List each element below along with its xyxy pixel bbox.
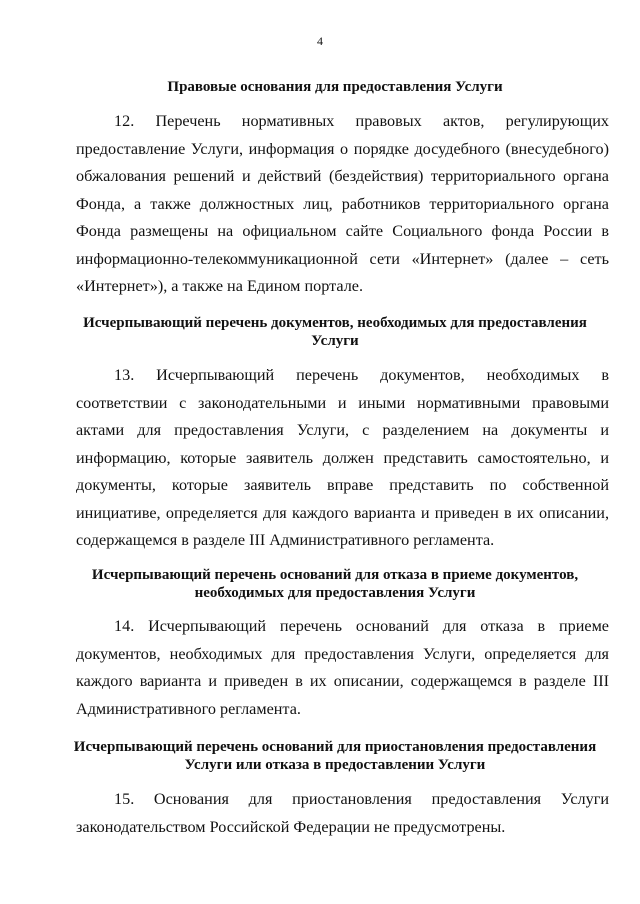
section-heading-legal-basis: Правовые основания для предоставления Услуги (167, 79, 503, 95)
paragraph-13: 13. Исчерпывающий перечень документов, необходимых в соответствии с законодательными и иными нормативными правовыми актами для предоставления Услуги, с разделением на документы и информацию, которые заявитель должен представить самостоятельно, и документы, которые заявитель вправе представить по собственной инициативе, определяется для каждого варианта и приведен в их описании, содержащемся в разделе III Административного регламента. (76, 366, 609, 549)
section-heading-suspension-grounds: Исчерпывающий перечень оснований для приостановления предоставления Услуги или отказа в предоставлении Услуги (73, 739, 597, 773)
paragraph-14: 14. Исчерпывающий перечень оснований для отказа в приеме документов, необходимых для предоставления Услуги, определяется для каждого варианта и приведен в их описании, содержащемся в разделе III Административного регламента. (76, 617, 609, 718)
section-heading-documents-list: Исчерпывающий перечень документов, необходимых для предоставления Услуги (83, 315, 587, 349)
page-number: 4 (317, 34, 323, 48)
paragraph-12: 12. Перечень нормативных правовых актов, регулирующих предоставление Услуги, информация о порядке досудебного (внесудебного) обжалования решений и действий (бездействия) территориального органа Фонда, а также должностных лиц, работников территориального органа Фонда размещены на официальном сайте Социального фонда России в информационно-телекоммуникационной сети «Интернет» (далее – сеть «Интернет»), а также на Едином портале. (76, 112, 609, 295)
paragraph-15: 15. Основания для приостановления предоставления Услуги законодательством Российской Федерации не предусмотрены. (76, 790, 609, 836)
section-heading-refusal-grounds: Исчерпывающий перечень оснований для отказа в приеме документов, необходимых для предоставления Услуги (91, 567, 579, 601)
